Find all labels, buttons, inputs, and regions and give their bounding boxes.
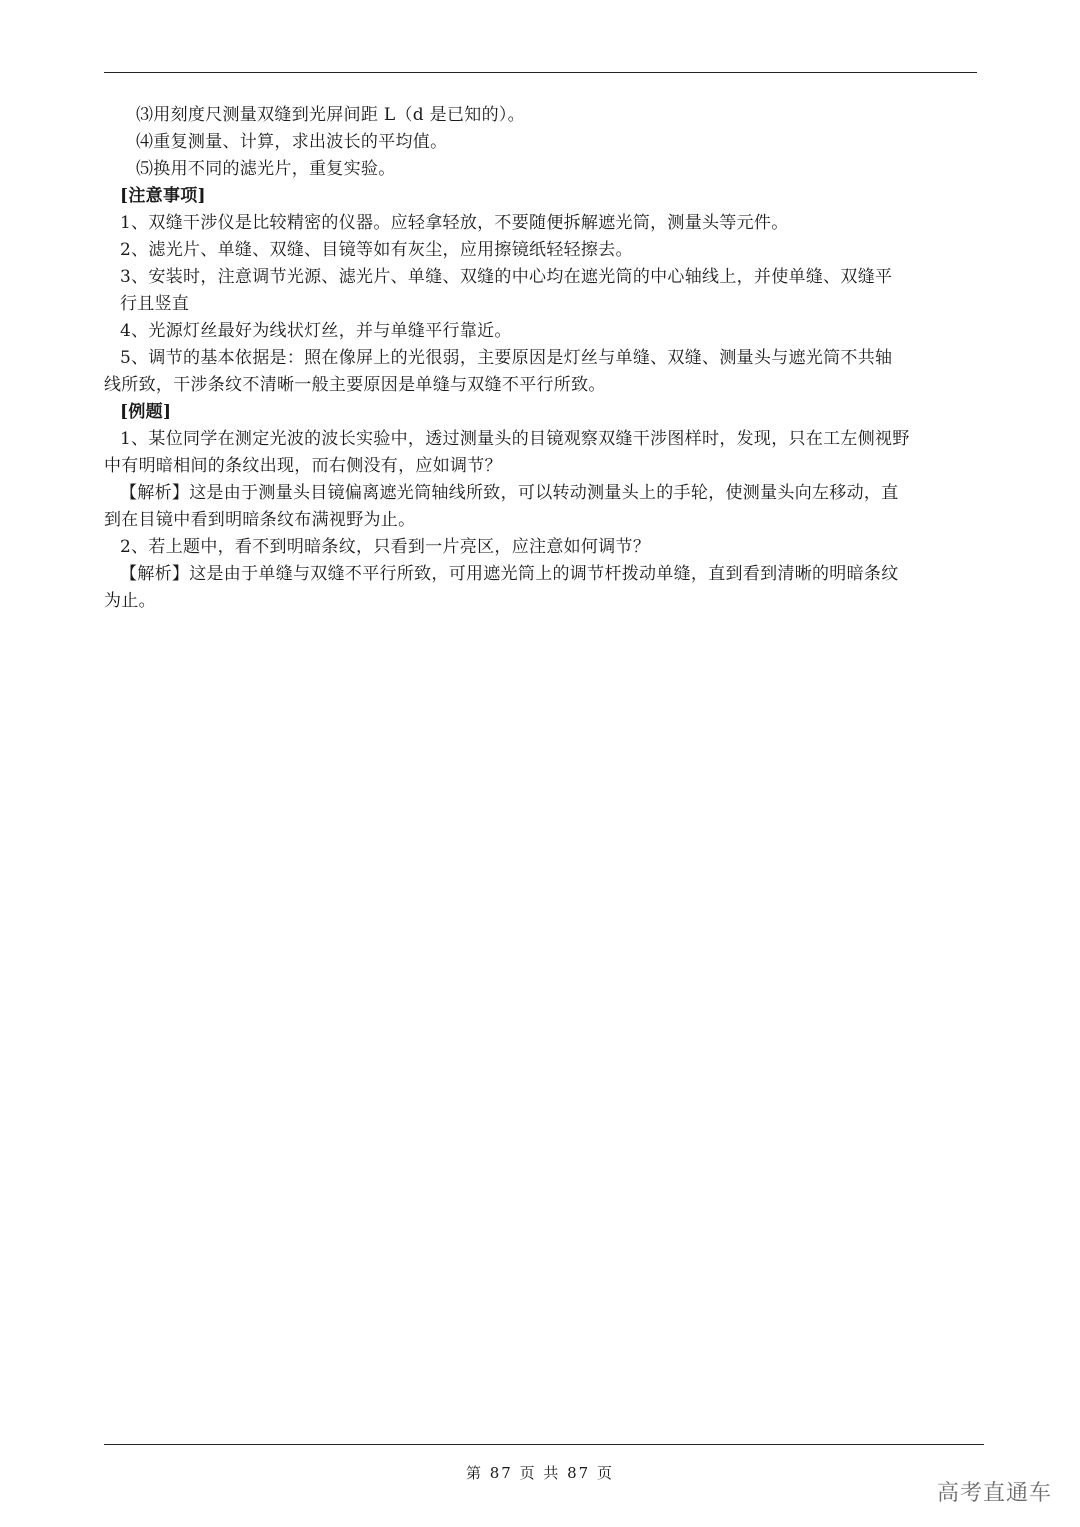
example-1-answer: 【解析】这是由于测量头目镜偏离遮光筒轴线所致，可以转动测量头上的手轮，使测量头向左移动，直 [120,483,899,503]
page-number: 第 87 页 共 87 页 [465,1464,614,1482]
note-2: 2、滤光片、单缝、双缝、目镜等如有灰尘，应用擦镜纸轻轻擦去。 [120,240,633,260]
examples-heading: [例题] [120,402,172,422]
watermark: 高考直通车 [936,1481,1052,1506]
footer-rule [104,1444,984,1445]
note-5-cont: 线所致，干涉条纹不清晰一般主要原因是单缝与双缝不平行所致。 [104,375,606,395]
example-1-answer-cont: 到在目镜中看到明暗条纹布满视野为止。 [104,510,416,530]
note-5: 5、调节的基本依据是：照在像屏上的光很弱，主要原因是灯丝与单缝、双缝、测量头与遮光筒不共轴 [120,348,893,368]
example-2-answer: 【解析】这是由于单缝与双缝不平行所致，可用遮光筒上的调节杆拨动单缝，直到看到清晰的明暗条纹 [120,564,899,584]
example-1: 1、某位同学在测定光波的波长实验中，透过测量头的目镜观察双缝干涉图样时，发现，只在工左侧视野 [120,429,910,449]
example-2-answer-cont: 为止。 [104,591,156,611]
example-2: 2、若上题中，看不到明暗条纹，只看到一片亮区，应注意如何调节？ [120,537,651,557]
step-4: ⑷重复测量、计算，求出波长的平均值。 [136,132,448,152]
notes-heading: [注意事项] [120,186,206,206]
note-1: 1、双缝干涉仪是比较精密的仪器。应轻拿轻放，不要随便拆解遮光筒，测量头等元件。 [120,213,789,233]
step-3: ⑶用刻度尺测量双缝到光屏间距 L（d 是已知的）。 [136,105,525,125]
note-4: 4、光源灯丝最好为线状灯丝，并与单缝平行靠近。 [120,321,512,341]
header-rule [104,72,977,73]
document-body [104,102,977,615]
note-3: 3、安装时，注意调节光源、滤光片、单缝、双缝的中心均在遮光筒的中心轴线上，并使单缝、双缝平 [120,267,893,287]
step-5: ⑸换用不同的滤光片，重复实验。 [136,159,396,179]
example-1-cont: 中有明暗相间的条纹出现，而右侧没有，应如调节？ [104,456,502,476]
note-3-cont: 行且竖直 [120,294,190,314]
